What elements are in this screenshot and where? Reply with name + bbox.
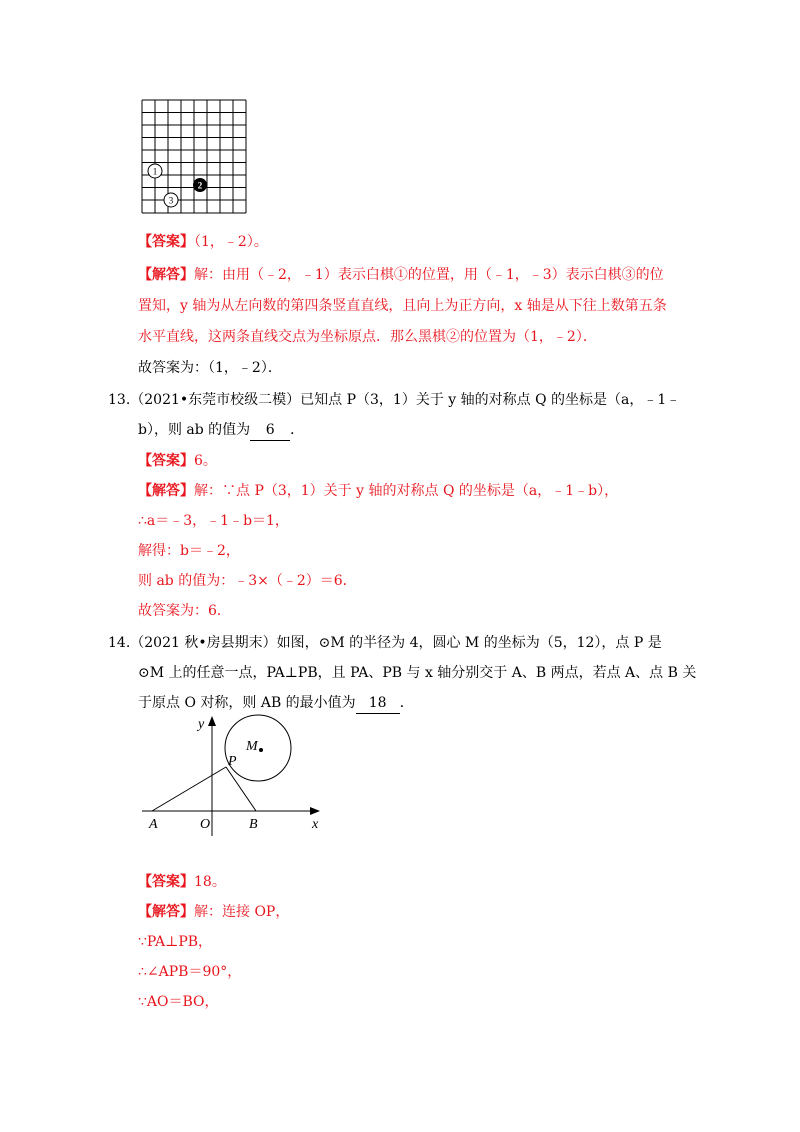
solution-tag: 【解答】 [138,267,194,283]
question-text: 于原点 O 对称，则 AB 的最小值为 [138,695,356,711]
answer-tag: 【答案】 [138,453,194,469]
question-text: （2021 秋•房县期末）如图，⊙M 的半径为 4，圆心 M 的坐标为（5，12），点 P 是 [130,635,662,651]
question-number: 13. [108,392,131,408]
question-text: ． [290,422,305,438]
q14-question-line3 [138,693,414,714]
solution-tag: 【解答】 [138,904,194,920]
q14-solution-line4: ∵AO＝BO， [138,994,219,1010]
q13-solution-line2: ∴a＝﹣3，﹣1﹣b＝1， [138,513,289,529]
answer-text: 6。 [194,453,217,469]
question-text: b），则 ab 的值为 [138,422,251,438]
white-stone-1 [148,164,162,178]
point-p-label: P [228,754,237,769]
svg-text:3: 3 [168,195,174,206]
white-stone-3 [164,193,178,207]
q12-final-answer: 故答案为：（1，﹣2）． [138,360,282,376]
answer-blank: 6 [250,420,290,441]
q14-solution-line3: ∴∠APB＝90°， [138,964,242,980]
svg-text:2: 2 [197,180,203,191]
solution-text: 解：连接 OP， [194,904,290,920]
q14-answer [138,872,226,892]
black-stone-2 [193,178,207,192]
question-number: 14. [108,635,131,651]
point-a-label: A [149,817,158,832]
circle-coordinate-figure [140,712,340,840]
answer-text: （1，﹣2）。 [194,234,268,250]
point-b-label: B [249,817,258,832]
q14-question-line1 [108,633,662,653]
solution-text: 解：由用（﹣2，﹣1）表示白棋①的位置，用（﹣1，﹣3）表示白棋③的位 [194,267,664,283]
q13-final-answer: 故答案为：6． [138,603,231,619]
q13-question-line2 [138,420,304,441]
x-axis-label: x [312,817,319,832]
y-axis-label: y [198,717,205,732]
answer-text: 18。 [194,874,226,890]
go-board-figure [138,96,250,216]
q14-solution-line2: ∵PA⊥PB， [138,934,213,950]
q12-solution-line1 [138,265,664,285]
solution-tag: 【解答】 [138,483,194,499]
answer-tag: 【答案】 [138,234,194,250]
q13-answer [138,451,217,471]
q14-solution-line1 [138,902,289,922]
question-text: （2021•东莞市校级二模）已知点 P（3，1）关于 y 轴的对称点 Q 的坐标是（a，﹣1﹣ [130,392,681,408]
q13-solution-line3: 解得：b＝﹣2， [138,543,240,559]
q14-question-line2: ⊙M 上的任意一点，PA⊥PB，且 PA、PB 与 x 轴分别交于 A、B 两点，若点 A、点 B 关 [138,665,697,681]
answer-tag: 【答案】 [138,874,194,890]
q13-solution-line1 [138,481,618,501]
point-m-label: M [246,739,258,754]
q13-solution-line4: 则 ab 的值为：﹣3×（﹣2）＝6． [138,573,357,589]
solution-text: 解：∵点 P（3，1）关于 y 轴的对称点 Q 的坐标是（a，﹣1﹣b）， [194,483,619,499]
svg-text:1: 1 [152,166,158,177]
q12-solution-line3: 水平直线，这两条直线交点为坐标原点．那么黑棋②的位置为（1，﹣2）． [138,329,597,345]
question-text: ． [399,695,414,711]
q12-answer [138,232,268,252]
answer-blank: 18 [356,693,400,714]
point-o-label: O [200,817,211,832]
q12-solution-line2: 置知，y 轴为从左向数的第四条竖直直线，且向上为正方向，x 轴是从下往上数第五条 [138,298,667,314]
q13-question-line1 [108,390,680,410]
